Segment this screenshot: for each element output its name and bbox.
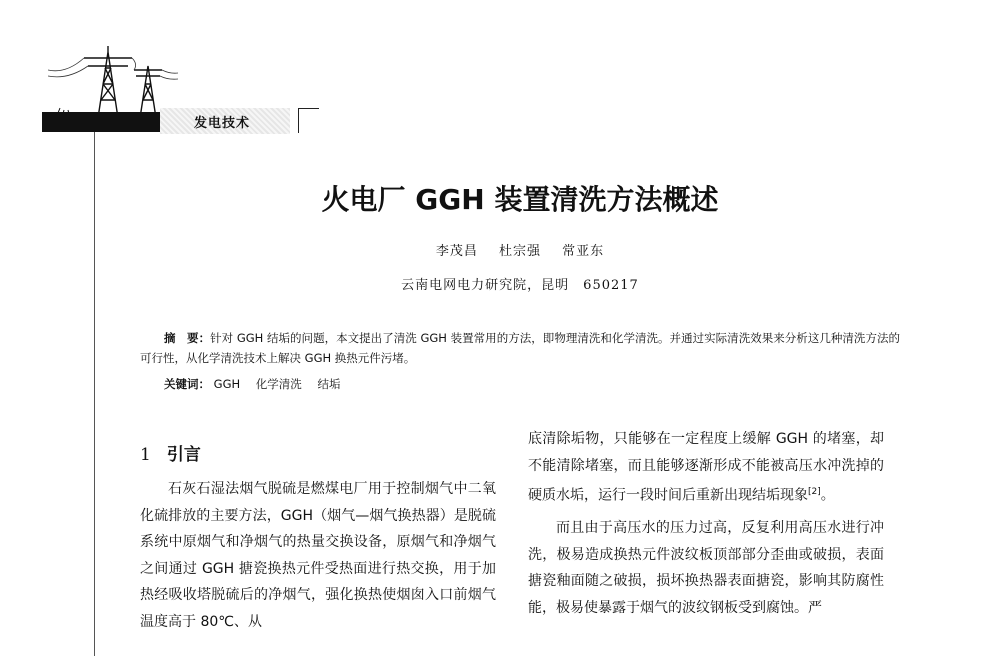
author-name: 李茂昌	[435, 244, 478, 259]
body-paragraph: 而且由于高压水的压力过高，反复利用高压水进行冲洗，极易造成换热元件波纹板顶部部分歪曲或破损，表面搪瓷釉面随之破损，损坏换热器表面搪瓷，影响其防腐性能，极易使暴露于烟气的波纹钢板受到腐蚀。严	[528, 520, 884, 616]
author-list	[150, 240, 890, 259]
body-paragraph: 石灰石湿法烟气脱硫是燃煤电厂用于控制烟气中二氧化硫排放的主要方法，GGH（烟气—烟气换热器）是脱硫系统中原烟气和净烟气的热量交换设备，原烟气和净烟气之间通过 GGH 搪瓷换热元件受热面进行热交换，用于加热经吸收塔脱硫后的净烟气，强化换热使烟囱入口前烟气温度高于 80℃、从	[140, 481, 496, 630]
keyword: 化学清洗	[255, 377, 302, 391]
section-number: 1	[140, 445, 151, 465]
body-paragraph	[528, 426, 884, 509]
author-name: 杜宗强	[498, 244, 541, 259]
section-title: 引言	[166, 445, 201, 465]
author-name: 常亚东	[562, 244, 605, 259]
paragraph-end: 。	[820, 487, 835, 504]
article-title: 火电厂 GGH 装置清洗方法概述	[321, 183, 719, 216]
keywords-label: 关键词：	[164, 377, 210, 391]
abstract-label: 摘 要：	[164, 331, 211, 345]
paragraph-text: 底清除垢物，只能够在一定程度上缓解 GGH 的堵塞，却不能清除堵塞，而且能够逐渐形成不能被高压水冲洗掉的硬质水垢，运行一段时间后重新出现结垢现象	[528, 431, 884, 504]
left-column	[140, 476, 496, 635]
abstract-text: 针对 GGH 结垢的问题，本文提出了清洗 GGH 装置常用的方法，即物理清洗和化学清洗。并通过实际清洗效果来分析这几种清洗方法的可行性，从化学清洗技术上解决 GGH 换热元件污堵。	[140, 331, 900, 365]
keyword: 结垢	[317, 377, 341, 391]
citation-ref: [2]	[808, 487, 821, 497]
author-affiliation: 云南电网电力研究院，昆明 650217	[401, 278, 639, 293]
right-column	[528, 426, 884, 621]
margin-rule	[94, 132, 95, 656]
header-bracket	[298, 108, 319, 133]
power-tower-icon	[48, 40, 178, 120]
keywords	[164, 376, 352, 392]
keyword: GGH	[213, 377, 241, 391]
abstract	[140, 328, 900, 368]
section-label: 发电技术	[194, 116, 251, 131]
section-heading	[140, 440, 201, 465]
